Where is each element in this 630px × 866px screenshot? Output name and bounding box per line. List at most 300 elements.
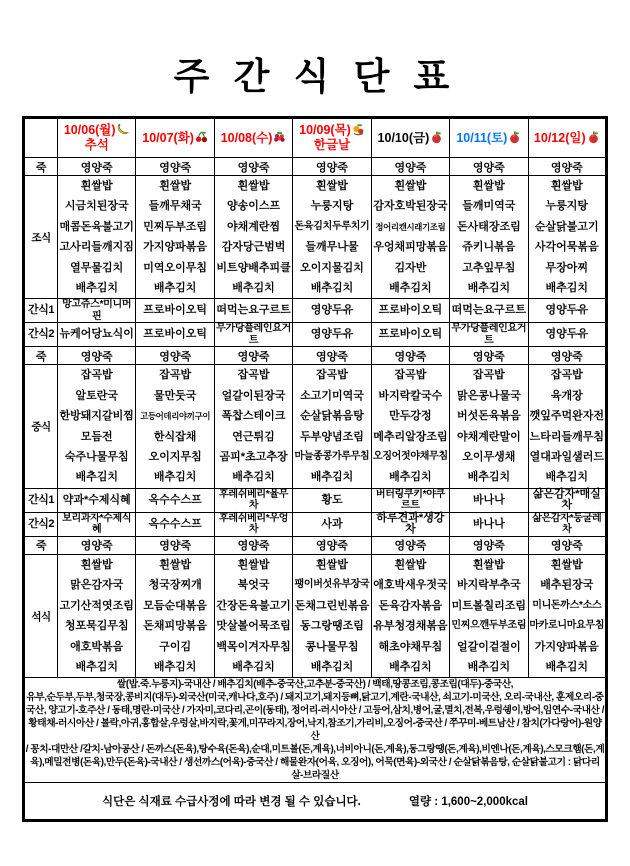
menu-item: 육개장 (550, 389, 583, 402)
note-wrap (25, 793, 605, 809)
menu-row (24, 158, 607, 176)
menu-cell (450, 488, 528, 512)
note-row (24, 783, 607, 821)
menu-item: 알토란국 (75, 389, 118, 402)
row-label: 죽 (24, 347, 58, 365)
menu-item: 마늘종콩가루무침 (294, 451, 370, 463)
menu-item: 감자호박된장국 (373, 200, 448, 213)
menu-cell (528, 512, 606, 536)
menu-item: 흰쌀밥 (316, 558, 348, 571)
menu-item: 무가당플레인요거트 (216, 323, 291, 346)
menu-item: 애호박새우젓국 (373, 579, 448, 592)
menu-cell (136, 536, 214, 554)
menu-item: 배추김치 (467, 282, 511, 295)
menu-item: 간장돈육불고기 (216, 599, 291, 612)
menu-cell (214, 365, 292, 488)
menu-item: 들깨무채국 (148, 200, 202, 213)
date-header (58, 118, 136, 158)
menu-item: 해초야채무침 (378, 640, 443, 653)
menu-item: 매콤돈육불고기 (59, 220, 134, 233)
menu-cell (528, 536, 606, 554)
corner-cell (24, 118, 58, 158)
menu-item: 순살닭불고기 (534, 220, 599, 233)
menu-cell (371, 158, 449, 176)
menu-item: 배추김치 (310, 660, 354, 673)
menu-item: 버섯돈육볶음 (456, 410, 521, 423)
menu-item: 한방돼지갈비찜 (59, 410, 134, 423)
menu-item: 프로바이오틱 (143, 328, 208, 341)
menu-cell (58, 536, 136, 554)
menu-row (24, 536, 607, 554)
origin-line: 유부,순두부,두부,청국장,콩비지(대두)-외국산(미국,캐나다,호주) / 돼지고기,돼지등뼈,닭고기,계란-국내산, 쇠고기-미국산, 오리-국내산, 훈제오리-중 (26, 692, 604, 704)
menu-item: 흰쌀밥 (237, 558, 270, 571)
menu-item: 영양두유 (545, 328, 589, 341)
menu-item: 누룽지탕 (310, 200, 354, 213)
menu-item: 들깨무나물 (305, 241, 359, 254)
menu-item: 폭찹스테이크 (221, 410, 286, 423)
menu-item: 미역오이무침 (143, 261, 208, 274)
menu-item: 청포묵김무침 (64, 620, 129, 633)
menu-item: 맑은콩나물국 (456, 389, 521, 402)
origin-line: / 꽁치-대만산 /갈치-남아공산 / 돈까스(돈육),탕수육(돈육),순대,미트볼(돈,계육),너비아니(돈,계육),동그랑땡(돈,계육),비엔나(돈,계육),스모크햄(돈,계 (25, 744, 605, 756)
menu-item: 영양죽 (394, 350, 427, 363)
menu-item: 뉴케어당뇨식이 (59, 328, 134, 341)
menu-item: 청국장찌개 (148, 579, 202, 592)
menu-item: 배추김치 (389, 660, 432, 673)
menu-cell (214, 299, 292, 323)
menu-cell (450, 554, 528, 677)
menu-item: 누룽지탕 (545, 200, 589, 213)
menu-item: 흰쌀밥 (394, 558, 427, 571)
menu-item: 배추김치 (545, 282, 589, 295)
menu-item: 야채계란찜 (226, 220, 281, 233)
menu-item: 배추김치 (467, 471, 511, 484)
menu-item: 흰쌀밥 (159, 180, 192, 192)
menu-item: 배추김치 (75, 660, 118, 673)
menu-cell (528, 347, 606, 365)
origin-info-cell (24, 678, 607, 783)
menu-item: 배추김치 (389, 282, 432, 295)
menu-item: 바지락칼국수 (378, 389, 443, 402)
menu-item: 야채계란말이 (456, 430, 521, 443)
menu-item: 영양죽 (159, 350, 192, 363)
menu-item: 잡곡밥 (237, 369, 270, 382)
menu-item: 흰쌀밥 (80, 558, 113, 571)
menu-cell (450, 365, 528, 488)
menu-cell (136, 488, 214, 512)
menu-item: 마카로니마요무침 (529, 620, 605, 632)
menu-cell (450, 536, 528, 554)
menu-item: 배추김치 (75, 282, 118, 295)
menu-item: 흰쌀밥 (316, 180, 348, 192)
menu-cell (371, 365, 449, 488)
menu-item: 버터링쿠키*야쿠르트 (375, 488, 445, 512)
menu-cell (450, 299, 528, 323)
note-cell (24, 783, 607, 821)
menu-cell (58, 365, 136, 488)
menu-item: 사각어묵볶음 (534, 241, 599, 254)
menu-item: 느타리들깨무침 (529, 430, 604, 443)
page-title: 주 간 식 단 표 (173, 56, 457, 97)
menu-item: 바지락부추국 (456, 579, 521, 592)
menu-cell (136, 176, 214, 299)
menu-item: 영양죽 (316, 540, 348, 553)
menu-item: 바나나 (472, 493, 505, 506)
origin-line: 국산, 양고기-호주산 / 동태,명란-미국산 / 가자미,코다리,곤이(동태), 정어리-러시아산 / 고등어,삼치,병어,굴,멸치,전복,우렁쉥이,방어,임연수-국내산 / (25, 705, 605, 717)
menu-item: 콩나물무침 (305, 640, 359, 653)
menu-item: 순살닭볶음탕 (300, 410, 364, 423)
menu-item: 영양죽 (159, 161, 192, 174)
menu-cell (58, 488, 136, 512)
menu-item: 오징어젓야채무침 (372, 451, 448, 463)
menu-cell (214, 488, 292, 512)
menu-item: 영양죽 (394, 540, 427, 553)
menu-item: 보리과자*수제식혜 (62, 512, 132, 536)
origin-line: 육),메밀전병(돈육),만두(돈육)-국내산 / 생선까스(어육)-중국산 / 해물완자(어육, 오징어), 어묵(면육)-외국산 / 순살닭볶음탕, 순살닭불고기 : 닭다리 (30, 757, 600, 769)
menu-cell (58, 158, 136, 176)
menu-item: 잡곡밥 (159, 369, 192, 382)
menu-row (24, 176, 607, 299)
menu-cell (293, 323, 371, 347)
menu-cell (293, 365, 371, 488)
weekly-menu-table (22, 116, 608, 822)
berries-icon (272, 131, 286, 145)
menu-cell (293, 158, 371, 176)
row-label: 간식2 (24, 512, 58, 536)
menu-item: 흰쌀밥 (472, 558, 505, 571)
menu-cell (58, 176, 136, 299)
menu-item: 가지양파볶음 (534, 640, 599, 653)
menu-item: 영양죽 (237, 161, 270, 174)
date-text: 10/07(화) (142, 130, 194, 145)
origin-info-row (24, 678, 607, 783)
menu-item: 고추잎무침 (462, 261, 516, 274)
menu-cell (214, 347, 292, 365)
menu-item: 후레쉬베리*율무차 (218, 488, 289, 512)
menu-cell (371, 512, 449, 536)
date-header (214, 118, 292, 158)
menu-cell (293, 554, 371, 677)
date-header (371, 118, 449, 158)
menu-item: 곰피*초고추장 (219, 451, 288, 464)
row-label: 죽 (24, 158, 58, 176)
menu-item: 흰쌀밥 (550, 180, 583, 192)
menu-item: 영양죽 (394, 161, 427, 174)
menu-cell (58, 347, 136, 365)
menu-item: 배추김치 (310, 471, 354, 484)
menu-item: 배추김치 (310, 282, 354, 295)
menu-item: 한식잡채 (153, 430, 197, 443)
banana-icon (116, 123, 130, 137)
date-header-row (24, 118, 607, 158)
calorie-info: 열량 : 1,600~2,000kcal (408, 796, 528, 809)
menu-item: 잡곡밥 (550, 369, 583, 382)
menu-item: 잡곡밥 (316, 369, 348, 382)
menu-cell (450, 158, 528, 176)
menu-item: 연근튀김 (232, 430, 275, 443)
menu-row (24, 554, 607, 677)
menu-item: 삶은감자*둥굴레차 (532, 512, 602, 536)
row-label: 간식2 (24, 323, 58, 347)
menu-cell (214, 176, 292, 299)
menu-item: 백목이겨자무침 (216, 640, 291, 653)
menu-item: 감자당근범벅 (221, 241, 286, 254)
origin-line: 황태채-러시아산 / 볼락,아귀,홍합살,우렁살,바지락,꽃게,미꾸라지,장어,낙지,참조기,가리비,오징어-중국산 / 쭈꾸미-베트남산 / 참치(가다랑어)-원양산 (28, 718, 602, 743)
menu-item: 물만둣국 (153, 389, 197, 402)
menu-item: 영양두유 (545, 304, 589, 317)
row-label: 간식1 (24, 299, 58, 323)
menu-item: 열무물김치 (70, 261, 124, 274)
menu-cell (371, 299, 449, 323)
menu-item: 잡곡밥 (472, 369, 505, 382)
menu-cell (136, 323, 214, 347)
menu-item: 후레쉬베리*우엉차 (218, 512, 289, 536)
menu-item: 바나나 (472, 517, 505, 530)
menu-item: 영양죽 (80, 161, 113, 174)
menu-item: 흰쌀밥 (550, 558, 583, 571)
menu-item: 오이무생채 (462, 451, 516, 464)
menu-cell (371, 323, 449, 347)
menu-item: 양송이스프 (226, 200, 281, 213)
cherry-icon (194, 131, 208, 145)
menu-item: 소고기미역국 (300, 389, 364, 402)
menu-item: 약과*수제식혜 (62, 493, 131, 506)
menu-item: 영양두유 (310, 328, 354, 341)
date-header (450, 118, 528, 158)
menu-cell (371, 554, 449, 677)
menu-item: 얼갈이겉절이 (456, 640, 521, 653)
menu-item: 돈사태장조림 (456, 220, 521, 233)
menu-item: 황도 (321, 493, 343, 506)
menu-item: 흰쌀밥 (80, 180, 113, 192)
menu-cell (214, 512, 292, 536)
menu-cell (293, 488, 371, 512)
menu-cell (58, 512, 136, 536)
menu-cell (214, 158, 292, 176)
menu-item: 들깨미역국 (462, 200, 516, 213)
menu-cell (450, 347, 528, 365)
menu-item: 영양죽 (472, 161, 505, 174)
menu-item: 배추김치 (389, 471, 432, 484)
menu-item: 영양죽 (472, 350, 505, 363)
date-header (136, 118, 214, 158)
menu-cell (528, 158, 606, 176)
fruit-basket-icon (351, 123, 365, 137)
date-text: 10/08(수) (220, 130, 273, 145)
weekly-menu-table-container (0, 116, 630, 822)
menu-cell (450, 323, 528, 347)
menu-row (24, 512, 607, 536)
menu-cell (528, 488, 606, 512)
menu-item: 미니돈까스*소스 (532, 599, 602, 611)
date-text: 추석 (84, 138, 109, 152)
menu-cell (293, 536, 371, 554)
menu-item: 사과 (321, 517, 343, 530)
menu-item: 망고쥬스*미니머핀 (62, 299, 132, 322)
menu-item: 배추된장국 (540, 579, 594, 592)
menu-item: 하루견과*생강차 (376, 511, 445, 536)
date-header (528, 118, 606, 158)
menu-item: 맑은감자국 (70, 579, 124, 592)
menu-row (24, 347, 607, 365)
menu-cell (371, 488, 449, 512)
date-text: 한글날 (313, 138, 351, 152)
menu-cell (136, 299, 214, 323)
menu-item: 고등어데리야끼구이 (140, 411, 211, 422)
menu-item: 배추김치 (545, 660, 589, 673)
row-label: 조식 (24, 176, 58, 299)
menu-item: 고사리들깨지짐 (59, 241, 134, 254)
menu-item: 영양죽 (550, 350, 583, 363)
menu-item: 얼갈이된장국 (221, 389, 286, 402)
menu-item: 무가당플레인요거트 (451, 323, 527, 346)
menu-item: 팽이버섯유부장국 (294, 579, 370, 591)
row-label: 석식 (24, 554, 58, 677)
menu-cell (371, 176, 449, 299)
menu-item: 북엇국 (237, 579, 270, 592)
menu-item: 옥수수스프 (148, 493, 202, 506)
menu-item: 흰쌀밥 (472, 180, 505, 192)
menu-item: 옥수수스프 (148, 517, 202, 530)
menu-cell (528, 176, 606, 299)
menu-cell (528, 323, 606, 347)
menu-cell (293, 512, 371, 536)
apple-icon (586, 131, 600, 145)
menu-item: 시금치된장국 (64, 200, 129, 213)
menu-item: 프로바이오틱 (378, 328, 443, 341)
menu-cell (214, 536, 292, 554)
menu-item: 모듬순대볶음 (143, 599, 208, 612)
menu-row (24, 299, 607, 323)
menu-item: 숙주나물무침 (64, 451, 129, 464)
menu-item: 오이지무침 (148, 451, 202, 464)
menu-item: 영양죽 (237, 540, 270, 553)
menu-item: 김자반 (394, 261, 427, 274)
menu-cell (136, 347, 214, 365)
date-text: 10/10(금) (377, 130, 430, 145)
menu-item: 영양죽 (80, 350, 113, 363)
menu-row (24, 323, 607, 347)
menu-cell (58, 554, 136, 677)
menu-item: 민찌두부조림 (143, 220, 208, 233)
menu-item: 잡곡밥 (80, 369, 113, 382)
menu-cell (214, 323, 292, 347)
menu-item: 배추김치 (153, 660, 197, 673)
apple-icon (429, 131, 443, 145)
menu-item: 프로바이오틱 (378, 304, 443, 317)
menu-item: 배추김치 (153, 282, 197, 295)
date-text: 10/06(월) (63, 123, 116, 137)
menu-item: 영양죽 (550, 161, 583, 174)
menu-item: 배추김치 (153, 471, 197, 484)
menu-cell (293, 347, 371, 365)
menu-item: 맛살볼어묵조림 (216, 620, 291, 633)
menu-cell (136, 365, 214, 488)
menu-item: 열대과일샐러드 (529, 451, 604, 464)
menu-item: 배추김치 (545, 471, 589, 484)
menu-item: 미트볼칠리조림 (451, 599, 527, 612)
menu-cell (293, 299, 371, 323)
menu-row (24, 365, 607, 488)
menu-row (24, 488, 607, 512)
menu-item: 배추김치 (75, 471, 118, 484)
menu-item: 두부양념조림 (300, 430, 364, 443)
menu-item: 잡곡밥 (394, 369, 427, 382)
menu-item: 영양죽 (80, 540, 113, 553)
menu-cell (528, 299, 606, 323)
menu-item: 영양죽 (316, 350, 348, 363)
menu-item: 메추리알장조림 (373, 430, 448, 443)
menu-cell (450, 176, 528, 299)
menu-item: 돈육감자볶음 (378, 599, 443, 612)
date-text: 10/11(토) (456, 130, 508, 145)
menu-item: 깻잎주먹완자전 (529, 410, 604, 423)
origin-line: 살-브라질산 (291, 770, 339, 782)
date-text: 10/12(일) (533, 130, 586, 145)
menu-item: 영양죽 (237, 350, 270, 363)
menu-item: 고기산적엿조림 (59, 599, 134, 612)
menu-item: 흰쌀밥 (237, 180, 270, 192)
menu-cell (136, 554, 214, 677)
menu-cell (214, 554, 292, 677)
menu-item: 구이김 (159, 640, 192, 653)
date-header (293, 118, 371, 158)
menu-item: 쥬키니볶음 (462, 241, 516, 254)
menu-item: 정어리캔시래기조림 (375, 221, 446, 232)
menu-item: 배추김치 (467, 660, 511, 673)
menu-cell (136, 158, 214, 176)
menu-item: 떠먹는요구르트 (451, 304, 527, 317)
menu-cell (371, 536, 449, 554)
menu-cell (450, 512, 528, 536)
menu-item: 동그랑땡조림 (300, 620, 364, 633)
apple-icon (507, 131, 521, 145)
menu-item: 영양죽 (550, 540, 583, 553)
menu-item: 배추김치 (232, 471, 275, 484)
menu-item: 우엉채피망볶음 (373, 241, 448, 254)
menu-item: 애호박볶음 (70, 640, 124, 653)
menu-item: 흰쌀밥 (159, 558, 192, 571)
menu-item: 흰쌀밥 (394, 180, 427, 192)
menu-item: 프로바이오틱 (143, 304, 208, 317)
menu-item: 민찌으깬두부조림 (451, 620, 527, 632)
menu-item: 가지양파볶음 (143, 241, 208, 254)
row-label: 중식 (24, 365, 58, 488)
menu-cell (528, 554, 606, 677)
menu-item: 유부청경채볶음 (373, 620, 448, 633)
origin-line: 쌀(밥.죽.누룽지)-국내산 / 배추김치(배추-중국산,고추분-중국산) / 백태,땅콩조림,콩조림(대두)-중국산, (116, 679, 514, 691)
menu-item: 돈채그린빈볶음 (294, 599, 370, 612)
menu-cell (371, 347, 449, 365)
menu-cell (528, 365, 606, 488)
menu-cell (58, 323, 136, 347)
menu-cell (58, 299, 136, 323)
menu-item: 돈채피망볶음 (143, 620, 208, 633)
menu-cell (136, 512, 214, 536)
row-label: 죽 (24, 536, 58, 554)
date-text: 10/09(목) (299, 123, 351, 137)
row-label: 간식1 (24, 488, 58, 512)
menu-item: 영양두유 (310, 304, 354, 317)
menu-item: 떠먹는요구르트 (216, 304, 291, 317)
menu-item: 만두강정 (389, 410, 432, 423)
menu-item: 영양죽 (159, 540, 192, 553)
menu-item: 배추김치 (232, 282, 275, 295)
menu-item: 무장아찌 (545, 261, 589, 274)
menu-item: 삶은감자*매실차 (532, 487, 601, 512)
menu-cell (293, 176, 371, 299)
menu-item: 영양죽 (472, 540, 505, 553)
